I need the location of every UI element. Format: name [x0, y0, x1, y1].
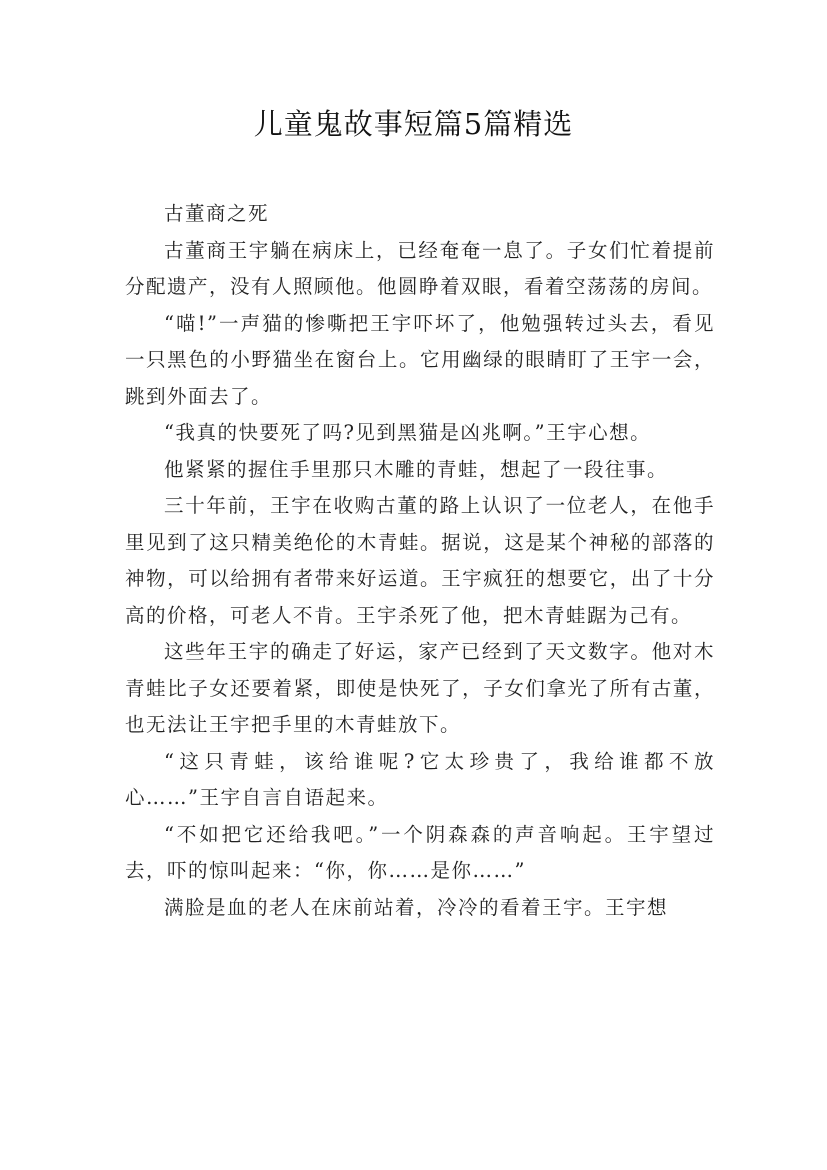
- paragraph: 三十年前，王宇在收购古董的路上认识了一位老人，在他手里见到了这只精美绝伦的木青蛙。据说，这是某个神秘的部落的神物，可以给拥有者带来好运道。王宇疯狂的想要它，出了十分高的价格，可老人不肯。王宇杀死了他，把木青蛙踞为己有。: [125, 494, 715, 627]
- paragraph: 古董商王宇躺在病床上，已经奄奄一息了。子女们忙着提前分配遗产，没有人照顾他。他圆睁着双眼，看着空荡荡的房间。: [125, 238, 715, 298]
- section-heading: 古董商之死: [164, 202, 270, 225]
- paragraph: “喵!”一声猫的惨嘶把王宇吓坏了，他勉强转过头去，看见一只黑色的小野猫坐在窗台上。它用幽绿的眼睛盯了王宇一会，跳到外面去了。: [125, 311, 715, 408]
- document-title: 儿童鬼故事短篇5篇精选: [253, 107, 574, 141]
- paragraph: 他紧紧的握住手里那只木雕的青蛙，想起了一段往事。: [164, 457, 669, 481]
- paragraph: “我真的快要死了吗?见到黑猫是凶兆啊。”王宇心想。: [164, 421, 652, 444]
- paragraph: 这些年王宇的确走了好运，家产已经到了天文数字。他对木青蛙比子女还要着紧，即使是快死了，子女们拿光了所有古董，也无法让王宇把手里的木青蛙放下。: [125, 640, 715, 736]
- document-body: [125, 196, 715, 926]
- paragraph: “这只青蛙，该给谁呢?它太珍贵了，我给谁都不放心……”王宇自言自语起来。: [125, 749, 715, 809]
- paragraph: “不如把它还给我吧。”一个阴森森的声音响起。王宇望过去，吓的惊叫起来：“你，你……是你……”: [125, 822, 715, 882]
- paragraph: 满脸是血的老人在床前站着，冷冷的看着王宇。王宇想: [164, 895, 669, 919]
